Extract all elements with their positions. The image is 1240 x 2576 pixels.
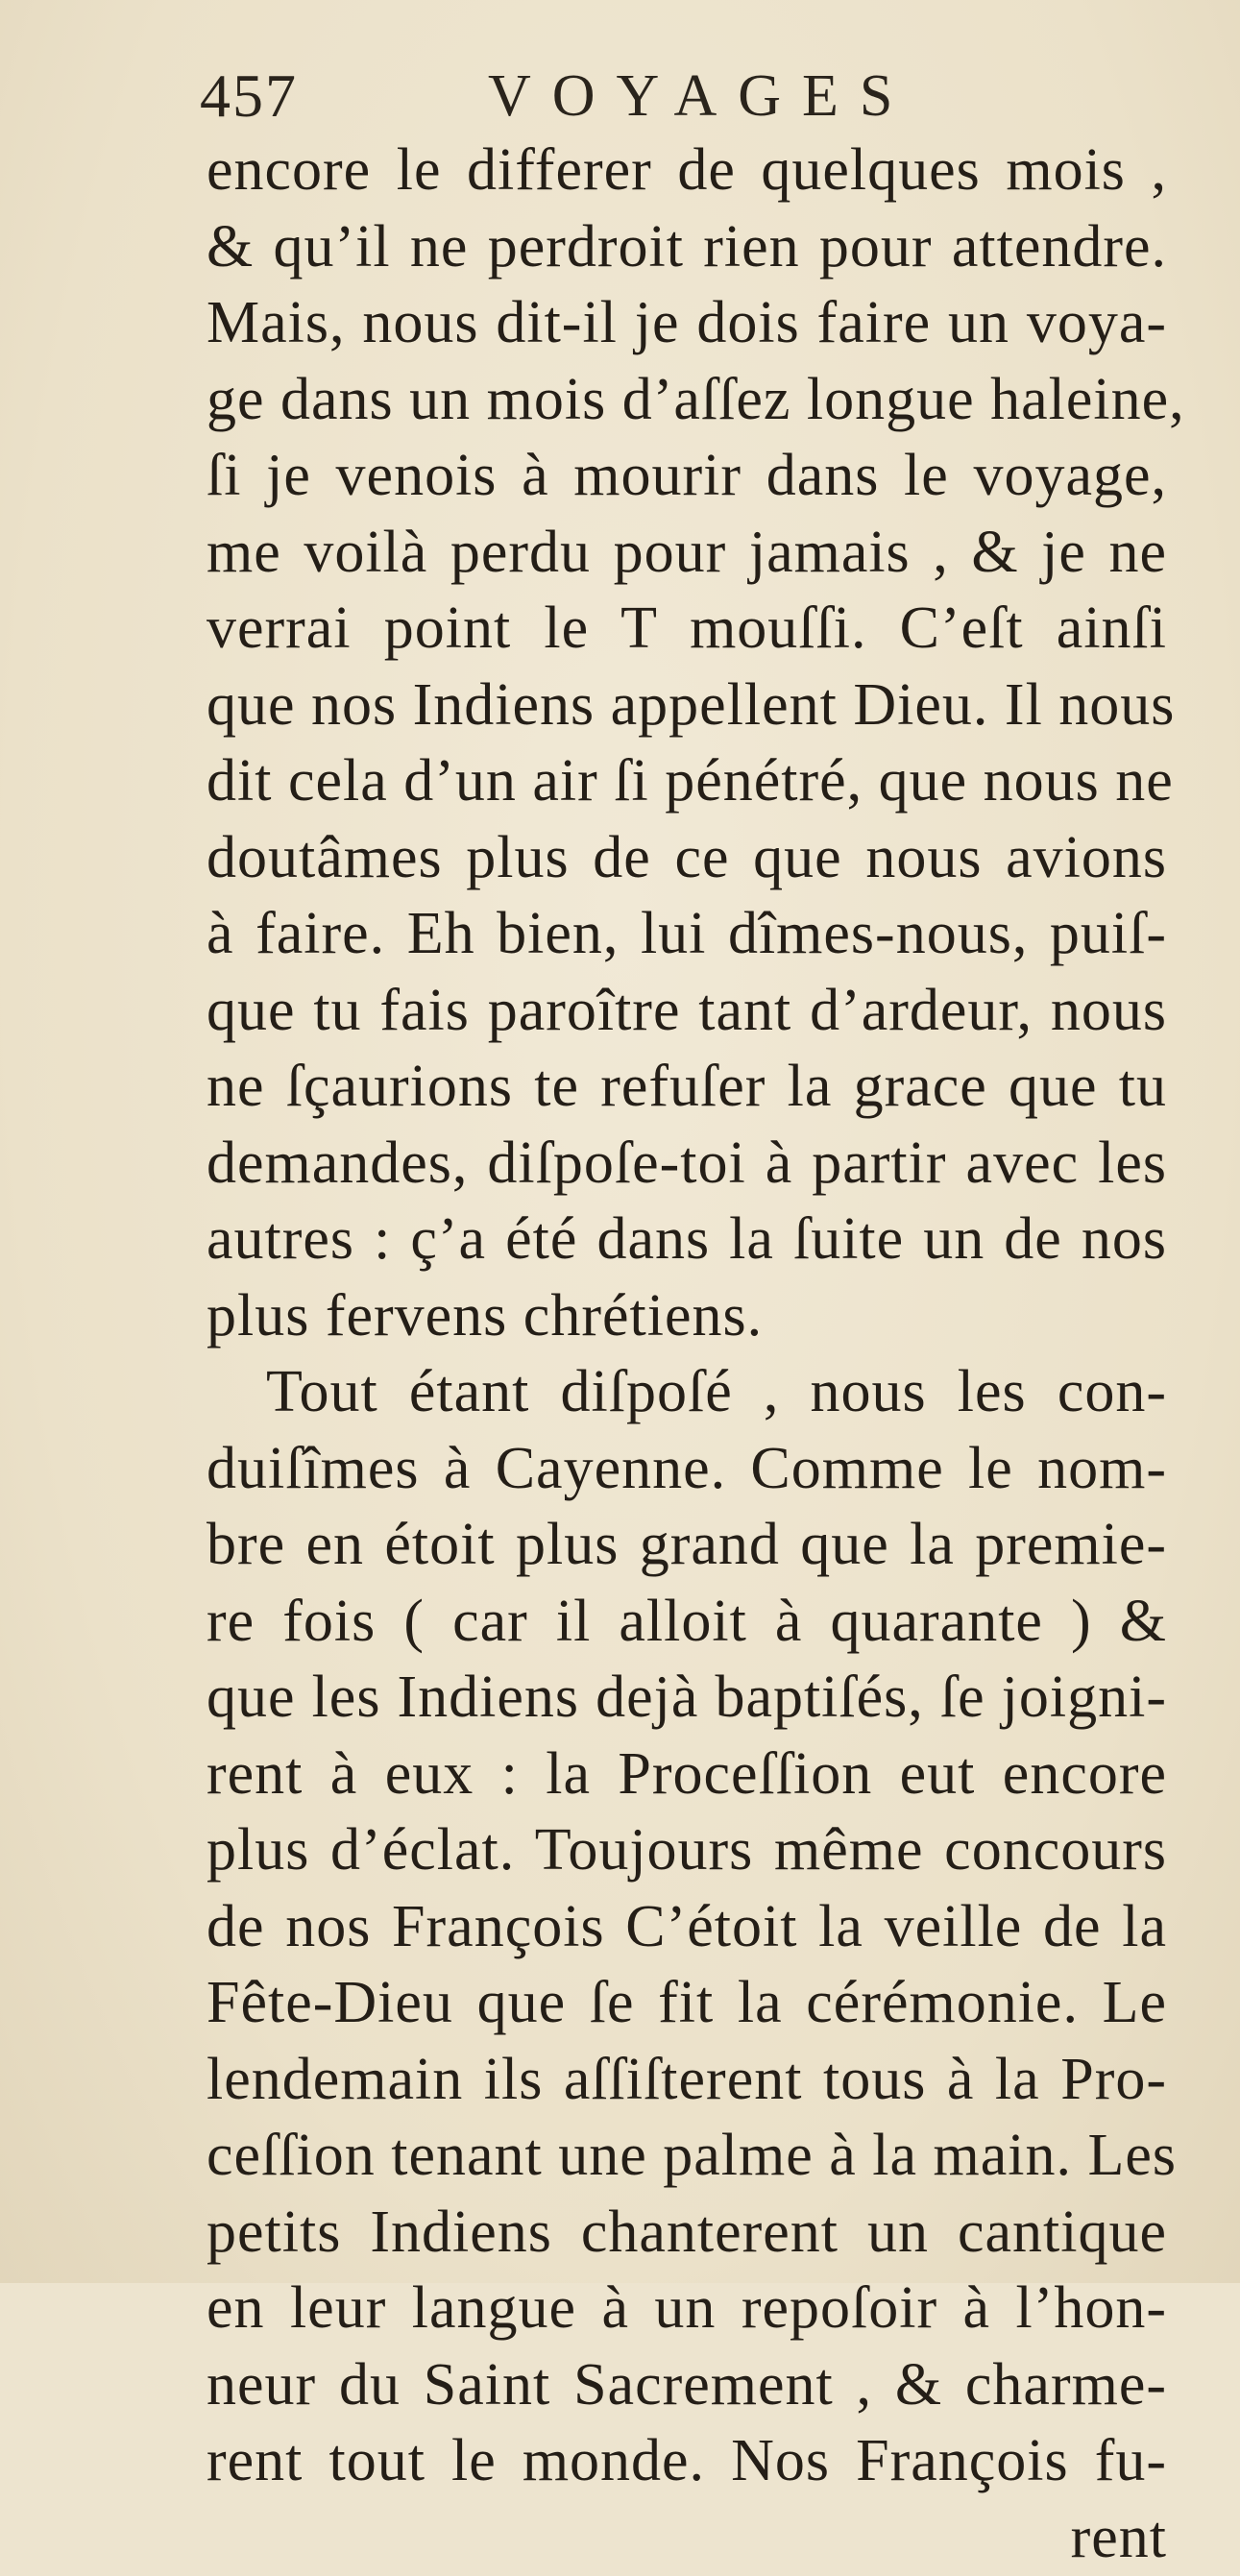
text-line: ceſſion tenant une palme à la main. Les <box>207 2118 1167 2195</box>
running-head: VOYAGES <box>488 58 913 134</box>
text-line: autres : ç’a été dans la ſuite un de nos <box>207 1202 1167 1278</box>
text-line: en leur langue à un repoſoir à l’hon- <box>207 2271 1167 2347</box>
page-number: 457 <box>200 58 298 134</box>
body-text <box>207 133 1167 2576</box>
text-line: Mais, nous dit-il je dois faire un voya- <box>207 285 1167 362</box>
text-line-paragraph-end: plus fervens chrétiens. <box>207 1278 1167 1355</box>
text-line: rent à eux : la Proceſſion eut encore <box>207 1737 1167 1813</box>
text-line: ge dans un mois d’aſſez longue haleine, <box>207 362 1167 439</box>
text-line: lendemain ils aſſiſterent tous à la Pro- <box>207 2042 1167 2119</box>
text-line: ne ſçaurions te refuſer la grace que tu <box>207 1049 1167 1126</box>
catchword: rent <box>207 2500 1167 2576</box>
text-line: que nos Indiens appellent Dieu. Il nous <box>207 668 1167 744</box>
text-line: ſi je venois à mourir dans le voyage, <box>207 438 1167 515</box>
text-line: me voilà perdu pour jamais , & je ne <box>207 515 1167 592</box>
text-line: re fois ( car il alloit à quarante ) & <box>207 1584 1167 1661</box>
text-line: que tu fais paroître tant d’ardeur, nous <box>207 973 1167 1050</box>
text-line: petits Indiens chanterent un cantique <box>207 2195 1167 2272</box>
text-line: demandes, diſpoſe-toi à partir avec les <box>207 1126 1167 1203</box>
page-header <box>200 58 1160 134</box>
text-line: à faire. Eh bien, lui dîmes-nous, puiſ- <box>207 896 1167 973</box>
text-line: bre en étoit plus grand que la premie- <box>207 1507 1167 1584</box>
text-line: plus d’éclat. Toujours même concours <box>207 1812 1167 1889</box>
text-line-paragraph-start: Tout étant diſpoſé , nous les con- <box>207 1354 1167 1431</box>
text-line: duiſîmes à Cayenne. Comme le nom- <box>207 1431 1167 1508</box>
text-line: rent tout le monde. Nos François fu- <box>207 2423 1167 2500</box>
text-line: de nos François C’étoit la veille de la <box>207 1889 1167 1966</box>
text-line: & qu’il ne perdroit rien pour attendre. <box>207 209 1167 286</box>
text-line: Fête-Dieu que ſe fit la cérémonie. Le <box>207 1965 1167 2042</box>
text-line: doutâmes plus de ce que nous avions <box>207 820 1167 897</box>
text-line: dit cela d’un air ſi pénétré, que nous ne <box>207 743 1167 820</box>
text-line: neur du Saint Sacrement , & charme- <box>207 2347 1167 2424</box>
text-line: encore le differer de quelques mois , <box>207 133 1167 209</box>
text-line: verrai point le T mouſſi. C’eſt ainſi <box>207 591 1167 668</box>
text-line: que les Indiens dejà baptiſés, ſe joigni- <box>207 1660 1167 1737</box>
